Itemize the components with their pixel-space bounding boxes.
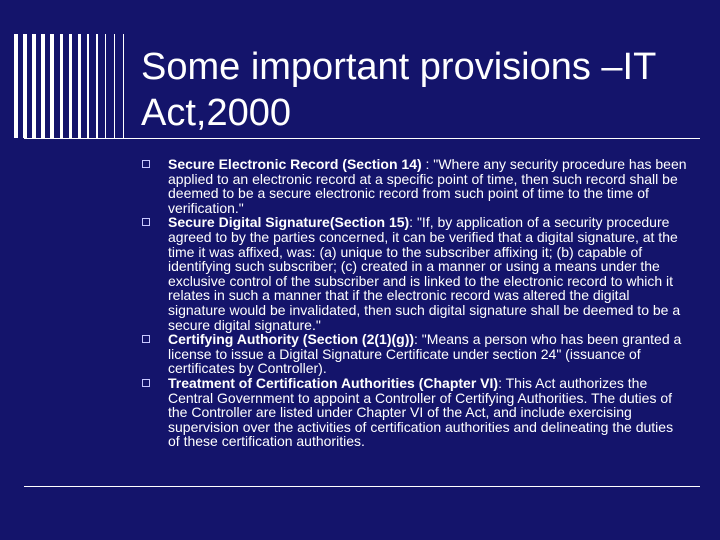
item-text: : "Means a person who has been granted a license to issue a Digital Signature Certificate under section 24" (issuance of certificates by Controller). <box>168 331 682 377</box>
bar <box>60 34 63 138</box>
item-text: : This Act authorizes the Central Government to appoint a Controller of Certifying Authorities. The duties of the Controller are listed under Chapter VI of the Act, and include exercising supervision over the activities of certification authorities and delineating the duties of these certification authorities. <box>168 374 674 450</box>
bar <box>123 34 124 138</box>
list-item <box>142 157 688 215</box>
item-label: Secure Digital Signature(Section 15) <box>168 214 410 231</box>
square-bullet-icon <box>142 218 150 226</box>
bottom-divider <box>24 486 700 487</box>
bar <box>32 34 36 138</box>
bar <box>50 34 54 138</box>
item-text: : "If, by application of a security procedure agreed to by the parties concerned, it can be verified that a digital signature, at the time it was affixed, was: (a) unique to the subscriber affixing it; (b) capable of identifying such subscriber; (c) created in a manner or using a means under the exclusive control of the subscriber and is linked to the electronic record to which it relates in such a manner that if the electronic record was altered the digital signature would be invalidated, then such digital signature shall be deemed to be a secure digital signature." <box>168 214 681 333</box>
bar <box>23 34 27 138</box>
provisions-list <box>142 157 688 449</box>
item-label: Treatment of Certification Authorities (Chapter VI) <box>168 374 499 391</box>
bar <box>14 34 18 138</box>
item-label: Certifying Authority (Section (2(1)(g)) <box>168 331 415 348</box>
list-item <box>142 215 688 332</box>
item-text: : "Where any security procedure has been applied to an electronic record at a specific point of time, then such record shall be deemed to be a secure electronic record from such point of time to the time of verification." <box>168 156 687 216</box>
title-divider <box>24 138 700 139</box>
bar <box>96 34 98 138</box>
list-item <box>142 376 688 449</box>
slide-title: Some important provisions –IT Act,2000 <box>141 46 656 134</box>
square-bullet-icon <box>142 160 150 168</box>
bar <box>78 34 81 138</box>
item-label: Secure Electronic Record (Section 14) <box>168 156 422 172</box>
bar <box>114 34 115 138</box>
square-bullet-icon <box>142 379 150 387</box>
bar <box>105 34 106 138</box>
list-item <box>142 332 688 376</box>
bar <box>41 34 45 138</box>
bar <box>69 34 72 138</box>
decorative-bars <box>14 34 134 138</box>
square-bullet-icon <box>142 335 150 343</box>
bar <box>87 34 89 138</box>
